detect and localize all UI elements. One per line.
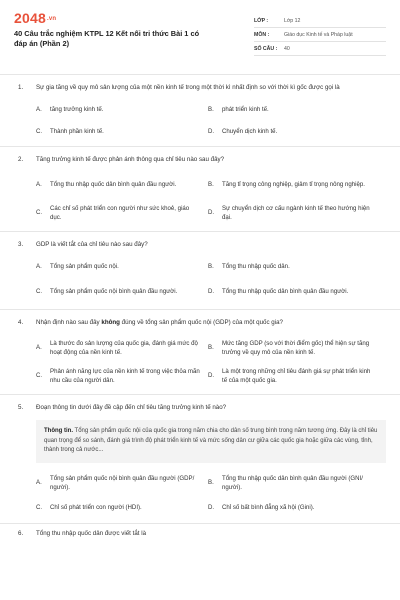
question-6 — [0, 523, 400, 543]
meta-key: LỚP : — [254, 17, 269, 24]
question-text: Tăng trưởng kinh tế được phản ánh thông qua chỉ tiêu nào sau đây? — [36, 156, 225, 164]
question-2 — [0, 146, 400, 230]
question-text: Tổng thu nhập quốc dân được viết tắt là — [36, 529, 147, 537]
logo-text: 2048 — [14, 10, 46, 26]
question-list — [0, 74, 400, 543]
option-b[interactable] — [208, 171, 380, 199]
option-letter: D. — [208, 504, 215, 512]
option-text: Thành phần kinh tế. — [50, 127, 104, 135]
meta-row-grade — [254, 14, 386, 28]
option-letter: C. — [36, 287, 43, 295]
option-letter: C. — [36, 127, 43, 135]
question-text: Đoạn thông tin dưới đây đề cập đến chỉ tiêu tăng trưởng kinh tế nào? — [36, 403, 227, 411]
question-text — [36, 318, 386, 327]
option-a[interactable] — [36, 98, 208, 120]
option-letter: A. — [36, 105, 42, 113]
meta-value: Lớp 12 — [284, 17, 301, 24]
option-text: Mức tăng GDP (so với thời điểm gốc) thể hiện sự tăng trưởng về quy mô của nền kinh tế. — [222, 339, 370, 356]
option-text: Sự chuyển dịch cơ cấu ngành kinh tế theo hướng hiện đại. — [222, 204, 370, 221]
meta-key: SỐ CÂU : — [254, 45, 278, 52]
passage-label: Thông tin. — [44, 428, 73, 435]
option-a[interactable] — [36, 334, 208, 362]
question-text: Sự gia tăng về quy mô sản lượng của một nền kinh tế trong một thời kì nhất định so với thời kì gốc được gọi là — [36, 84, 340, 91]
option-text: Tổng thu nhập quốc dân bình quân đầu người. — [50, 181, 177, 189]
info-passage — [36, 420, 386, 463]
option-letter: D. — [208, 209, 215, 217]
option-text: phát triển kinh tế. — [222, 105, 269, 113]
option-text: Tổng thu nhập quốc dân bình quân đầu người. — [222, 287, 349, 295]
option-text: Tổng sản phẩm quốc nội bình quân đầu người (GDP/ người). — [50, 474, 195, 491]
option-letter: B. — [208, 344, 214, 352]
option-b[interactable] — [208, 469, 380, 497]
option-c[interactable] — [36, 362, 208, 390]
question-text: GDP là viết tắt của chỉ tiêu nào sau đây? — [36, 240, 148, 248]
option-text: Là thước đo sản lượng của quốc gia, đánh giá mức độ hoạt động của nền kinh tế. — [50, 339, 198, 356]
option-text: Chỉ số bất bình đẳng xã hội (Gini). — [222, 504, 315, 512]
meta-row-subject — [254, 28, 386, 42]
option-text: Tổng thu nhập quốc dân. — [222, 262, 290, 270]
option-d[interactable] — [208, 199, 380, 227]
option-d[interactable] — [208, 277, 380, 305]
option-b[interactable] — [208, 334, 380, 362]
option-text: tăng trưởng kinh tế. — [50, 105, 104, 113]
question-number: 5. — [18, 403, 24, 411]
question-text-end: đúng về tổng sản phẩm quốc nội (GDP) của một quốc gia? — [119, 319, 283, 327]
option-text: Là một trong những chỉ tiêu đánh giá sự phát triển kinh tế của một quốc gia. — [222, 367, 371, 384]
option-a[interactable] — [36, 469, 208, 497]
option-letter: A. — [36, 479, 42, 487]
option-letter: A. — [36, 181, 42, 189]
question-number: 1. — [18, 84, 24, 91]
option-d[interactable] — [208, 120, 380, 142]
option-letter: B. — [208, 262, 214, 270]
logo-tld: .vn — [46, 16, 57, 23]
option-letter: C. — [36, 372, 43, 380]
option-text: Phản ánh năng lực của nền kinh tế trong việc thỏa mãn nhu cầu của người dân. — [50, 367, 200, 384]
question-number: 6. — [18, 529, 24, 537]
meta-value: 40 — [284, 45, 290, 52]
option-text: Các chỉ số phát triển con người như sức khoẻ, giáo dục. — [50, 204, 190, 221]
question-text-emphasis: không — [101, 319, 120, 327]
question-1 — [0, 74, 400, 146]
option-b[interactable] — [208, 255, 380, 277]
option-a[interactable] — [36, 255, 208, 277]
header — [0, 0, 400, 62]
option-text: Chuyển dịch kinh tế. — [222, 127, 278, 135]
option-c[interactable] — [36, 497, 208, 519]
document-title: 40 Câu trắc nghiệm KTPL 12 Kết nối tri thức Bài 1 có đáp án (Phần 2) — [14, 29, 200, 48]
option-d[interactable] — [208, 362, 380, 390]
question-3 — [0, 231, 400, 309]
option-letter: B. — [208, 181, 214, 189]
option-text: Tăng tỉ trọng công nghiệp, giảm tỉ trọng nông nghiệp. — [222, 181, 365, 189]
option-a[interactable] — [36, 171, 208, 199]
question-number: 2. — [18, 156, 24, 164]
question-4 — [0, 309, 400, 393]
meta-row-count — [254, 42, 386, 56]
option-letter: D. — [208, 372, 215, 380]
option-letter: C. — [36, 209, 43, 217]
question-text-start: Nhận định nào sau đây — [36, 319, 102, 327]
option-letter: D. — [208, 287, 215, 295]
option-text: Tổng thu nhập quốc dân bình quân đầu người (GNI/ người). — [222, 474, 363, 491]
option-c[interactable] — [36, 120, 208, 142]
question-number: 3. — [18, 240, 24, 248]
option-b[interactable] — [208, 98, 380, 120]
option-d[interactable] — [208, 497, 380, 519]
option-letter: B. — [208, 479, 214, 487]
option-text: Tổng sản phẩm quốc nội bình quân đầu người. — [50, 287, 178, 295]
meta-key: MÔN : — [254, 31, 270, 38]
option-letter: C. — [36, 504, 43, 512]
option-letter: A. — [36, 344, 42, 352]
passage-text: Tổng sản phẩm quốc nội của quốc gia trong năm chia cho dân số trung bình trong năm tương ứng. Đây là chỉ tiêu quan trọng để so sánh, đánh giá trình độ phát triển kinh tế và mức sống dân cư giữa các quốc gia hoặc giữa các vùng, tỉnh, thành trong cả nước... — [44, 428, 378, 454]
question-number: 4. — [18, 319, 24, 327]
option-letter: A. — [36, 262, 42, 270]
option-letter: D. — [208, 127, 215, 135]
option-c[interactable] — [36, 199, 208, 227]
document-meta — [254, 14, 386, 56]
question-5 — [0, 394, 400, 523]
option-c[interactable] — [36, 277, 208, 305]
option-text: Tổng sản phẩm quốc nội. — [50, 262, 119, 270]
meta-value: Giáo dục Kinh tế và Pháp luật — [284, 31, 353, 38]
option-text: Chỉ số phát triển con người (HDI). — [50, 504, 142, 512]
option-letter: B. — [208, 105, 214, 113]
